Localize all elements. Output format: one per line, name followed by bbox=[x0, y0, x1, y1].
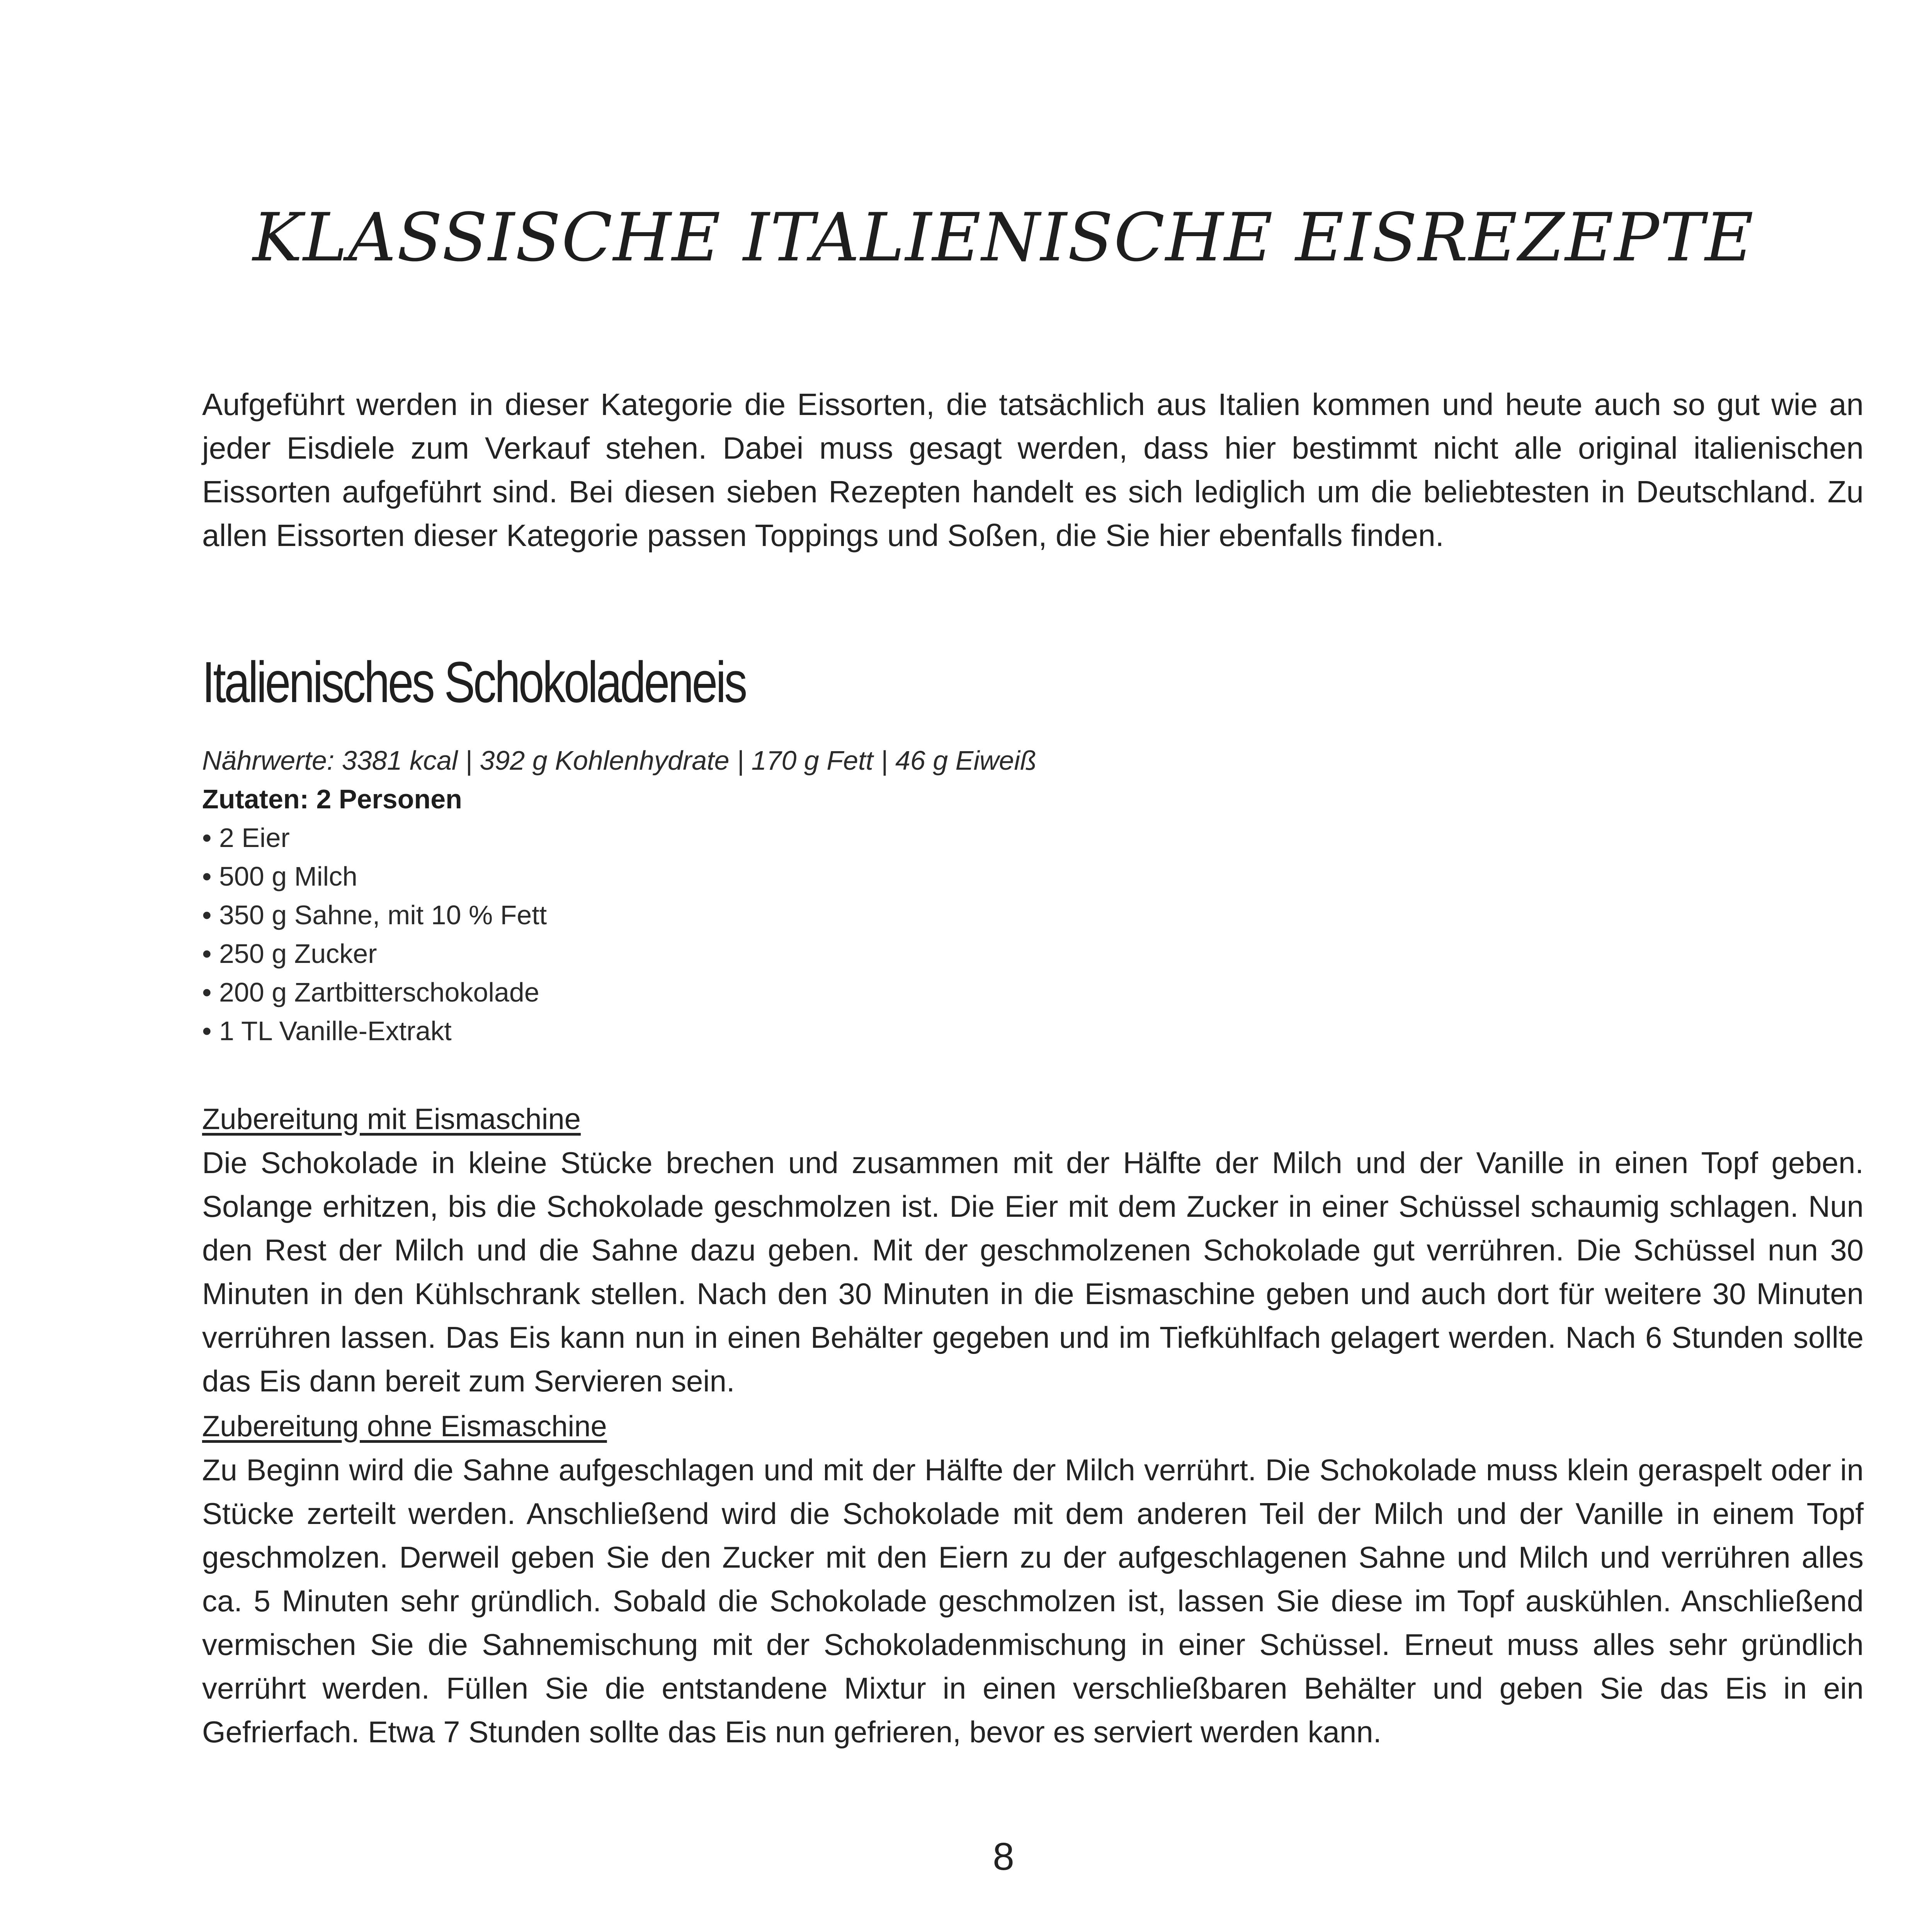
section-body-without-machine: Zu Beginn wird die Sahne aufgeschlagen und mit der Hälfte der Milch verrührt. Die Schokolade muss klein geraspelt oder in Stücke zerteilt werden. Anschließend wird die Schokolade mit dem anderen Teil der Milch und der Vanille in einem Topf geschmolzen. Derweil geben Sie den Zucker mit den Eiern zu der aufgeschlagenen Sahne und Milch und verrühren alles ca. 5 Minuten sehr gründlich. Sobald die Schokolade geschmolzen ist, lassen Sie diese im Topf auskühlen. Anschließend vermischen Sie die Sahnemischung mit der Schokoladenmischung in einer Schüssel. Erneut muss alles sehr gründlich verrührt werden. Füllen Sie die entstandene Mixtur in einen verschließbaren Behälter und geben Sie das Eis in ein Gefrierfach. Etwa 7 Stunden sollte das Eis nun gefrieren, bevor es serviert werden kann. bbox=[202, 1453, 1864, 1749]
page-title: KLASSISCHE ITALIENISCHE EISREZEPTE bbox=[253, 199, 1754, 276]
section-body-with-machine: Die Schokolade in kleine Stücke brechen und zusammen mit der Hälfte der Milch und der Vanille in einen Topf geben. Solange erhitzen, bis die Schokolade geschmolzen ist. Die Eier mit dem Zucker in einer Schüssel schaumig schlagen. Nun den Rest der Milch und die Sahne dazu geben. Mit der geschmolzenen Schokolade gut verrühren. Die Schüssel nun 30 Minuten in den Kühlschrank stellen. Nach den 30 Minuten in die Eismaschine geben und auch dort für weitere 30 Minuten verrühren lassen. Das Eis kann nun in einen Behälter gegeben und im Tiefkühlfach gelagert werden. Nach 6 Stunden sollte das Eis dann bereit zum Servieren sein. bbox=[202, 1146, 1864, 1398]
ingredient-item: • 2 Eier bbox=[202, 818, 547, 857]
section-heading-without-machine: Zubereitung ohne Eismaschine bbox=[202, 1410, 607, 1443]
ingredient-item: • 500 g Milch bbox=[202, 857, 547, 896]
ingredient-item: • 250 g Zucker bbox=[202, 934, 547, 973]
intro-paragraph: Aufgeführt werden in dieser Kategorie die Eissorten, die tatsächlich aus Italien kommen und heute auch so gut wie an jeder Eisdiele zum Verkauf stehen. Dabei muss gesagt werden, dass hier bestimmt nicht alle original italienischen Eissorten aufgeführt sind. Bei diesen sieben Rezepten handelt es sich lediglich um die beliebtesten in Deutschland. Zu allen Eissorten dieser Kategorie passen Toppings und Soßen, die Sie hier ebenfalls finden. bbox=[202, 387, 1864, 553]
ingredient-item: • 1 TL Vanille-Extrakt bbox=[202, 1012, 547, 1050]
nutrition-facts: Nährwerte: 3381 kcal | 392 g Kohlenhydrate | 170 g Fett | 46 g Eiweiß bbox=[202, 745, 1037, 776]
ingredient-item: • 350 g Sahne, mit 10 % Fett bbox=[202, 896, 547, 934]
page-number: 8 bbox=[993, 1835, 1014, 1878]
ingredient-list bbox=[202, 818, 547, 1050]
recipe-title: Italienisches Schokoladeneis bbox=[202, 650, 746, 714]
ingredient-item: • 200 g Zartbitterschokolade bbox=[202, 973, 547, 1012]
section-heading-with-machine: Zubereitung mit Eismaschine bbox=[202, 1103, 581, 1136]
ingredients-heading: Zutaten: 2 Personen bbox=[202, 784, 462, 814]
